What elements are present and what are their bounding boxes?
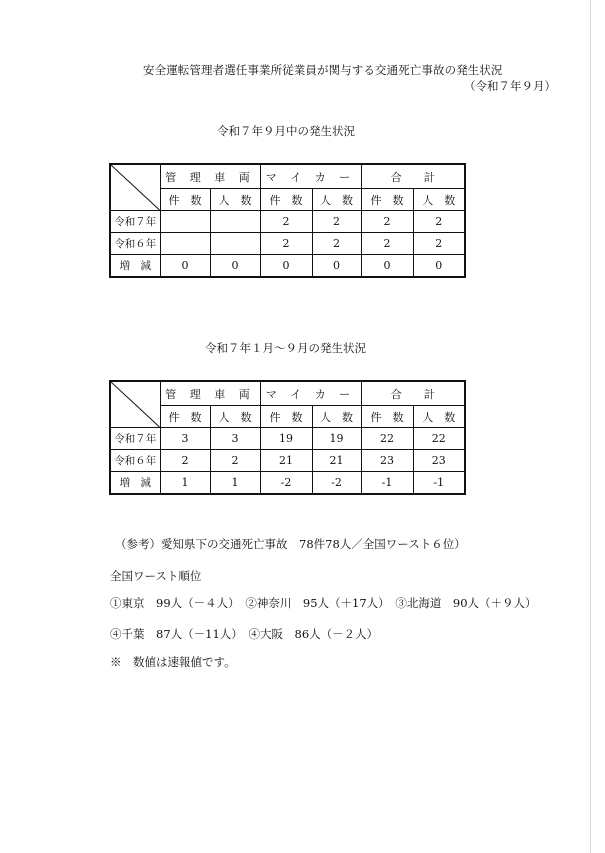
table-header-row xyxy=(110,164,465,189)
subheader-cases: 件 数 xyxy=(260,406,312,428)
table-cell: -1 xyxy=(413,472,465,495)
subheader-persons: 人 数 xyxy=(312,406,361,428)
header-total: 合 計 xyxy=(361,164,465,189)
table-cell: -2 xyxy=(260,472,312,495)
table-cell: 0 xyxy=(413,255,465,278)
subheader-persons: 人 数 xyxy=(413,189,465,211)
table-cell: 22 xyxy=(361,428,413,450)
table-cell: -1 xyxy=(361,472,413,495)
row-label: 令和７年 xyxy=(110,428,160,450)
subheader-persons: 人 数 xyxy=(210,406,260,428)
corner-cell xyxy=(110,164,160,211)
table-cell: 3 xyxy=(210,428,260,450)
table-cell: 2 xyxy=(361,211,413,233)
table-cell: 0 xyxy=(312,255,361,278)
worst-ranking-line-2: ④千葉 87人（－11人） ④大阪 86人（－２人） xyxy=(110,627,379,641)
subheader-cases: 件 数 xyxy=(160,189,210,211)
worst-ranking-heading: 全国ワースト順位 xyxy=(110,569,202,583)
table-cell xyxy=(210,211,260,233)
table-cell: 2 xyxy=(413,233,465,255)
table-subheader-row xyxy=(110,406,465,428)
table-cell: 2 xyxy=(160,450,210,472)
table-row xyxy=(110,233,465,255)
row-label: 令和６年 xyxy=(110,450,160,472)
table-row xyxy=(110,211,465,233)
table-cell: 2 xyxy=(413,211,465,233)
table-cell xyxy=(160,211,210,233)
table-cell: -2 xyxy=(312,472,361,495)
subheader-persons: 人 数 xyxy=(413,406,465,428)
table-cell: 2 xyxy=(312,211,361,233)
table-cell: 3 xyxy=(160,428,210,450)
diagonal-line-icon xyxy=(111,382,160,427)
table-cell: 22 xyxy=(413,428,465,450)
section2-title: 令和７年１月～９月の発生状況 xyxy=(205,341,366,355)
table-header-row xyxy=(110,381,465,406)
table-row xyxy=(110,450,465,472)
header-managed-vehicles: 管 理 車 両 xyxy=(160,164,260,189)
table-cell: 2 xyxy=(210,450,260,472)
subheader-cases: 件 数 xyxy=(361,189,413,211)
table-cell: 23 xyxy=(361,450,413,472)
document-period: （令和７年９月） xyxy=(464,79,556,93)
section1-table xyxy=(109,163,466,278)
table-cell: 19 xyxy=(312,428,361,450)
table-cell: 2 xyxy=(260,211,312,233)
header-my-car: マ イ カ ー xyxy=(260,381,361,406)
table-row xyxy=(110,472,465,495)
subheader-persons: 人 数 xyxy=(312,189,361,211)
table-cell: 2 xyxy=(260,233,312,255)
section2-table xyxy=(109,380,466,495)
table-cell: 0 xyxy=(210,255,260,278)
table-cell: 0 xyxy=(160,255,210,278)
table-cell xyxy=(210,233,260,255)
header-managed-vehicles: 管 理 車 両 xyxy=(160,381,260,406)
diagonal-line-icon xyxy=(111,165,160,210)
table-cell: 23 xyxy=(413,450,465,472)
corner-cell xyxy=(110,381,160,428)
header-total: 合 計 xyxy=(361,381,465,406)
row-label: 令和６年 xyxy=(110,233,160,255)
table-row xyxy=(110,255,465,278)
table-cell: 19 xyxy=(260,428,312,450)
table-cell: 21 xyxy=(312,450,361,472)
worst-ranking-line-1: ①東京 99人（－４人） ②神奈川 95人（＋17人） ③北海道 90人（＋９人） xyxy=(110,596,537,610)
header-my-car: マ イ カ ー xyxy=(260,164,361,189)
row-label: 増 減 xyxy=(110,255,160,278)
table-subheader-row xyxy=(110,189,465,211)
table-cell: 1 xyxy=(210,472,260,495)
table-cell: 21 xyxy=(260,450,312,472)
document-title: 安全運転管理者選任事業所従業員が関与する交通死亡事故の発生状況 xyxy=(143,63,503,77)
reference-note: （参考）愛知県下の交通死亡事故 78件78人／全国ワースト６位） xyxy=(115,537,466,551)
table-row xyxy=(110,428,465,450)
preliminary-remark: ※ 数値は速報値です。 xyxy=(110,655,236,669)
subheader-persons: 人 数 xyxy=(210,189,260,211)
subheader-cases: 件 数 xyxy=(160,406,210,428)
table-cell: 0 xyxy=(361,255,413,278)
table-cell xyxy=(160,233,210,255)
table-cell: 0 xyxy=(260,255,312,278)
subheader-cases: 件 数 xyxy=(361,406,413,428)
subheader-cases: 件 数 xyxy=(260,189,312,211)
table-cell: 2 xyxy=(312,233,361,255)
table-cell: 1 xyxy=(160,472,210,495)
table-cell: 2 xyxy=(361,233,413,255)
row-label: 増 減 xyxy=(110,472,160,495)
row-label: 令和７年 xyxy=(110,211,160,233)
section1-title: 令和７年９月中の発生状況 xyxy=(217,124,355,138)
